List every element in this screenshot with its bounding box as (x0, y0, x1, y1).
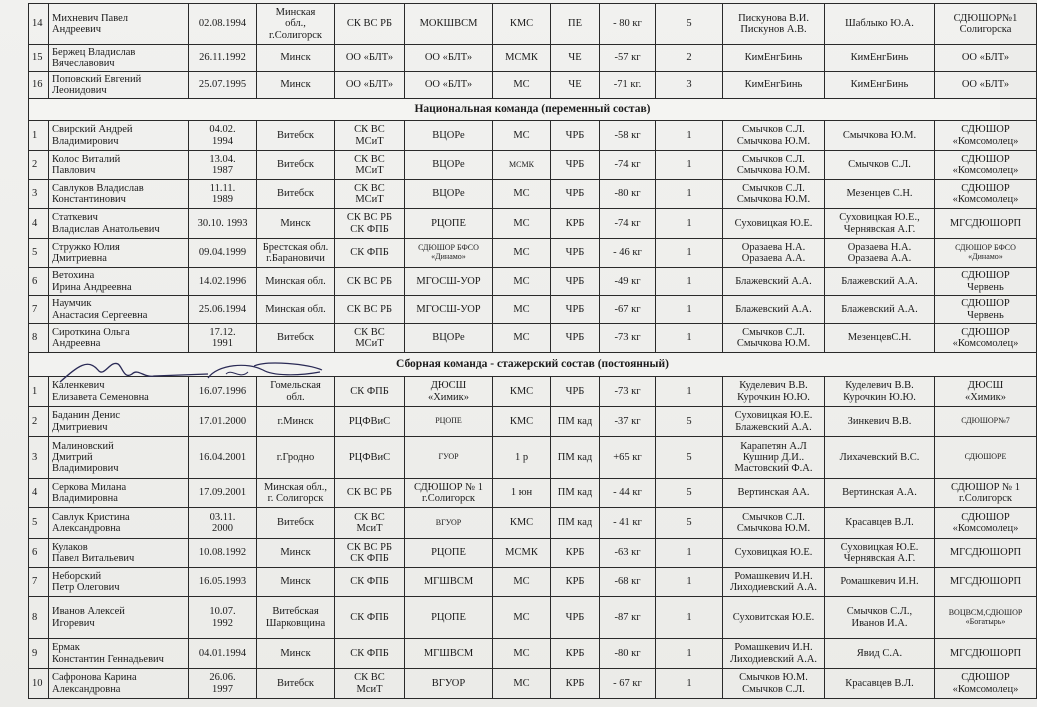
sport-rank-cell: МСМК (493, 539, 551, 568)
training-center-cell: РЦОПЕ (405, 539, 493, 568)
athlete-name-cell: Каленкевич Елизавета Семеновна (49, 377, 189, 407)
table-row (29, 239, 1037, 268)
place-cell: 1 (656, 539, 723, 568)
athlete-name-cell: Малиновский Дмитрий Владимирович (49, 437, 189, 479)
birth-date-cell: 26.11.1992 (189, 45, 257, 72)
row-number-cell: 1 (29, 121, 49, 151)
sports-club-cell: СК ФПБ (335, 568, 405, 597)
place-cell: 1 (656, 597, 723, 639)
place-cell: 1 (656, 151, 723, 180)
birth-date-cell: 02.08.1994 (189, 4, 257, 45)
competition-cell: ЧРБ (551, 324, 600, 353)
table-row (29, 209, 1037, 239)
region-cell: Витебск (257, 121, 335, 151)
personal-coach-cell: Красавцев В.Л. (825, 508, 935, 539)
training-center-cell: РЦОПЕ (405, 209, 493, 239)
sports-club-cell: СК ВС РБ (335, 479, 405, 508)
competition-cell: КРБ (551, 639, 600, 669)
table-row (29, 324, 1037, 353)
birth-date-cell: 14.02.1996 (189, 268, 257, 296)
competition-cell: КРБ (551, 568, 600, 597)
sport-rank-cell: МС (493, 180, 551, 209)
training-center-cell: ДЮСШ «Химик» (405, 377, 493, 407)
competition-cell: ЧЕ (551, 45, 600, 72)
region-cell: Витебск (257, 324, 335, 353)
competition-cell: ПМ кад (551, 479, 600, 508)
place-cell: 5 (656, 508, 723, 539)
table-row (29, 597, 1037, 639)
table-row (29, 268, 1037, 296)
region-cell: Витебск (257, 180, 335, 209)
training-center-cell: ВЦОРе (405, 324, 493, 353)
sport-school-cell: СДЮШОР Червень (935, 268, 1037, 296)
row-number-cell: 7 (29, 296, 49, 324)
weight-class-cell: - 80 кг (600, 4, 656, 45)
training-center-cell: МГОСШ-УОР (405, 296, 493, 324)
personal-coach-cell: Суховицкая Ю.Е., Чернявская А.Г. (825, 209, 935, 239)
coaches-cell: Суховицкая Ю.Е. Блажевский А.А. (723, 407, 825, 437)
table-row (29, 377, 1037, 407)
athlete-name-cell: Колос Виталий Павлович (49, 151, 189, 180)
birth-date-cell: 17.09.2001 (189, 479, 257, 508)
weight-class-cell: -74 кг (600, 209, 656, 239)
place-cell: 1 (656, 639, 723, 669)
personal-coach-cell: Смычкова Ю.М. (825, 121, 935, 151)
sport-school-cell: СДЮШОР Червень (935, 296, 1037, 324)
personal-coach-cell: Блажевский А.А. (825, 296, 935, 324)
place-cell: 5 (656, 479, 723, 508)
training-center-cell: ВГУОР (405, 508, 493, 539)
personal-coach-cell: КимЕнгБинь (825, 72, 935, 99)
place-cell: 1 (656, 268, 723, 296)
sport-school-cell: СДЮШОР «Комсомолец» (935, 151, 1037, 180)
row-number-cell: 8 (29, 324, 49, 353)
table-row (29, 639, 1037, 669)
birth-date-cell: 17.01.2000 (189, 407, 257, 437)
sport-rank-cell: МС (493, 121, 551, 151)
coaches-cell: КимЕнгБинь (723, 45, 825, 72)
place-cell: 1 (656, 239, 723, 268)
weight-class-cell: - 67 кг (600, 669, 656, 699)
athlete-roster-table (28, 3, 1037, 699)
coaches-cell: Вертинская АА. (723, 479, 825, 508)
personal-coach-cell: Куделевич В.В. Курочкин Ю.Ю. (825, 377, 935, 407)
competition-cell: ЧРБ (551, 151, 600, 180)
weight-class-cell: -73 кг (600, 324, 656, 353)
personal-coach-cell: Оразаева Н.А. Оразаева А.А. (825, 239, 935, 268)
sports-club-cell: СК ВС МСиТ (335, 151, 405, 180)
coaches-cell: Ромашкевич И.Н. Лиходиевский А.А. (723, 639, 825, 669)
row-number-cell: 6 (29, 268, 49, 296)
sport-school-cell: СДЮШОРЕ (935, 437, 1037, 479)
personal-coach-cell: КимЕнгБинь (825, 45, 935, 72)
sport-rank-cell: КМС (493, 508, 551, 539)
place-cell: 5 (656, 4, 723, 45)
training-center-cell: ВЦОРе (405, 121, 493, 151)
row-number-cell: 2 (29, 151, 49, 180)
sport-rank-cell: МСМК (493, 45, 551, 72)
personal-coach-cell: МезенцевС.Н. (825, 324, 935, 353)
personal-coach-cell: Мезенцев С.Н. (825, 180, 935, 209)
personal-coach-cell: Суховицкая Ю.Е. Чернявская А.Г. (825, 539, 935, 568)
region-cell: Витебская Шарковщина (257, 597, 335, 639)
personal-coach-cell: Лихачевский В.С. (825, 437, 935, 479)
section-header-row (29, 353, 1037, 377)
region-cell: Минская обл. (257, 268, 335, 296)
coaches-cell: Суховицкая Ю.Е. (723, 209, 825, 239)
table-row (29, 407, 1037, 437)
competition-cell: ЧЕ (551, 72, 600, 99)
sports-club-cell: СК ФПБ (335, 239, 405, 268)
coaches-cell: Смычков С.Л. Смычкова Ю.М. (723, 151, 825, 180)
birth-date-cell: 25.06.1994 (189, 296, 257, 324)
personal-coach-cell: Красавцев В.Л. (825, 669, 935, 699)
birth-date-cell: 11.11. 1989 (189, 180, 257, 209)
athlete-name-cell: Ветохина Ирина Андреевна (49, 268, 189, 296)
coaches-cell: Суховитская Ю.Е. (723, 597, 825, 639)
athlete-name-cell: Михневич Павел Андреевич (49, 4, 189, 45)
table-row (29, 437, 1037, 479)
coaches-cell: Смычков С.Л. Смычкова Ю.М. (723, 324, 825, 353)
sports-club-cell: СК ВС МСиТ (335, 121, 405, 151)
weight-class-cell: -74 кг (600, 151, 656, 180)
weight-class-cell: -71 кг. (600, 72, 656, 99)
sport-school-cell: ОО «БЛТ» (935, 72, 1037, 99)
sport-rank-cell: МС (493, 597, 551, 639)
birth-date-cell: 17.12. 1991 (189, 324, 257, 353)
athlete-name-cell: Поповский Евгений Леонидович (49, 72, 189, 99)
weight-class-cell: +65 кг (600, 437, 656, 479)
weight-class-cell: -57 кг (600, 45, 656, 72)
sport-school-cell: МГСДЮШОРП (935, 539, 1037, 568)
region-cell: Минск (257, 639, 335, 669)
region-cell: Гомельская обл. (257, 377, 335, 407)
region-cell: Минск (257, 72, 335, 99)
place-cell: 5 (656, 437, 723, 479)
weight-class-cell: - 46 кг (600, 239, 656, 268)
row-number-cell: 3 (29, 180, 49, 209)
competition-cell: ЧРБ (551, 121, 600, 151)
personal-coach-cell: Шаблыко Ю.А. (825, 4, 935, 45)
sport-school-cell: ВОЦВСМ,СДЮШОР «Богатырь» (935, 597, 1037, 639)
table-row (29, 45, 1037, 72)
row-number-cell: 10 (29, 669, 49, 699)
competition-cell: ЧРБ (551, 180, 600, 209)
sports-club-cell: ОО «БЛТ» (335, 72, 405, 99)
training-center-cell: РЦОПЕ (405, 407, 493, 437)
personal-coach-cell: Зинкевич В.В. (825, 407, 935, 437)
coaches-cell: Карапетян А.Л Кушнир Д.И.. Мастовский Ф.А. (723, 437, 825, 479)
sport-rank-cell: МС (493, 639, 551, 669)
sport-school-cell: СДЮШОР БФСО «Динамо» (935, 239, 1037, 268)
birth-date-cell: 16.07.1996 (189, 377, 257, 407)
sports-club-cell: СК ФПБ (335, 639, 405, 669)
sports-club-cell: СК ВС МСиТ (335, 180, 405, 209)
coaches-cell: Суховицкая Ю.Е. (723, 539, 825, 568)
place-cell: 1 (656, 121, 723, 151)
place-cell: 2 (656, 45, 723, 72)
competition-cell: КРБ (551, 209, 600, 239)
table-row (29, 568, 1037, 597)
table-row (29, 508, 1037, 539)
athlete-name-cell: Кулаков Павел Витальевич (49, 539, 189, 568)
table-row (29, 669, 1037, 699)
coaches-cell: Пискунова В.И. Пискунов А.В. (723, 4, 825, 45)
athlete-name-cell: Неборский Петр Олегович (49, 568, 189, 597)
sports-club-cell: СК ВС РБ СК ФПБ (335, 539, 405, 568)
training-center-cell: ОО «БЛТ» (405, 72, 493, 99)
sport-rank-cell: КМС (493, 407, 551, 437)
row-number-cell: 6 (29, 539, 49, 568)
birth-date-cell: 10.07. 1992 (189, 597, 257, 639)
coaches-cell: Смычков С.Л. Смычкова Ю.М. (723, 508, 825, 539)
row-number-cell: 15 (29, 45, 49, 72)
competition-cell: КРБ (551, 539, 600, 568)
personal-coach-cell: Ромашкевич И.Н. (825, 568, 935, 597)
region-cell: Брестская обл. г.Барановичи (257, 239, 335, 268)
competition-cell: ПМ кад (551, 407, 600, 437)
sports-club-cell: СК ВС РБ СК ФПБ (335, 209, 405, 239)
birth-date-cell: 30.10. 1993 (189, 209, 257, 239)
training-center-cell: МГШВСМ (405, 639, 493, 669)
sport-rank-cell: МС (493, 209, 551, 239)
region-cell: Минская обл. (257, 296, 335, 324)
region-cell: Минск (257, 539, 335, 568)
birth-date-cell: 09.04.1999 (189, 239, 257, 268)
sport-school-cell: СДЮШОР «Комсомолец» (935, 180, 1037, 209)
sport-rank-cell: КМС (493, 377, 551, 407)
place-cell: 1 (656, 377, 723, 407)
training-center-cell: ОО «БЛТ» (405, 45, 493, 72)
region-cell: Минск (257, 209, 335, 239)
region-cell: Витебск (257, 669, 335, 699)
region-cell: Витебск (257, 508, 335, 539)
sports-club-cell: ОО «БЛТ» (335, 45, 405, 72)
coaches-cell: Блажевский А.А. (723, 268, 825, 296)
sport-rank-cell: МС (493, 268, 551, 296)
athlete-name-cell: Серкова Милана Владимировна (49, 479, 189, 508)
sports-club-cell: СК ФПБ (335, 597, 405, 639)
training-center-cell: СДЮШОР БФСО «Динамо» (405, 239, 493, 268)
row-number-cell: 5 (29, 239, 49, 268)
weight-class-cell: -68 кг (600, 568, 656, 597)
place-cell: 5 (656, 407, 723, 437)
row-number-cell: 5 (29, 508, 49, 539)
training-center-cell: РЦОПЕ (405, 597, 493, 639)
sport-rank-cell: МС (493, 72, 551, 99)
athlete-name-cell: Савлук Кристина Александровна (49, 508, 189, 539)
coaches-cell: Куделевич В.В. Курочкин Ю.Ю. (723, 377, 825, 407)
coaches-cell: Ромашкевич И.Н. Лиходиевский А.А. (723, 568, 825, 597)
coaches-cell: Смычков Ю.М. Смычков С.Л. (723, 669, 825, 699)
region-cell: Минск (257, 45, 335, 72)
sport-school-cell: СДЮШОР № 1 г.Солигорск (935, 479, 1037, 508)
sport-rank-cell: МСМК (493, 151, 551, 180)
region-cell: Минск (257, 568, 335, 597)
sport-school-cell: МГСДЮШОРП (935, 639, 1037, 669)
place-cell: 1 (656, 296, 723, 324)
competition-cell: ЧРБ (551, 296, 600, 324)
training-center-cell: ВЦОРе (405, 151, 493, 180)
athlete-name-cell: Савлуков Владислав Константинович (49, 180, 189, 209)
sport-rank-cell: МС (493, 568, 551, 597)
training-center-cell: МОКШВСМ (405, 4, 493, 45)
competition-cell: ПМ кад (551, 437, 600, 479)
competition-cell: ЧРБ (551, 377, 600, 407)
birth-date-cell: 26.06. 1997 (189, 669, 257, 699)
sports-club-cell: СК ВС МсиТ (335, 669, 405, 699)
sports-club-cell: РЦФВиС (335, 437, 405, 479)
place-cell: 1 (656, 568, 723, 597)
sport-school-cell: СДЮШОР «Комсомолец» (935, 669, 1037, 699)
athlete-name-cell: Наумчик Анастасия Сергеевна (49, 296, 189, 324)
athlete-name-cell: Сироткина Ольга Андреевна (49, 324, 189, 353)
coaches-cell: Смычков С.Л. Смычкова Ю.М. (723, 121, 825, 151)
place-cell: 1 (656, 324, 723, 353)
sports-club-cell: СК ВС РБ (335, 4, 405, 45)
row-number-cell: 9 (29, 639, 49, 669)
weight-class-cell: -49 кг (600, 268, 656, 296)
athlete-name-cell: Иванов Алексей Игоревич (49, 597, 189, 639)
place-cell: 3 (656, 72, 723, 99)
birth-date-cell: 16.05.1993 (189, 568, 257, 597)
sport-rank-cell: МС (493, 296, 551, 324)
sport-rank-cell: МС (493, 669, 551, 699)
sports-club-cell: СК ФПБ (335, 377, 405, 407)
section-title: Сборная команда - стажерский состав (постоянный) (29, 353, 1037, 377)
personal-coach-cell: Явид С.А. (825, 639, 935, 669)
weight-class-cell: - 44 кг (600, 479, 656, 508)
athlete-name-cell: Стружко Юлия Дмитриевна (49, 239, 189, 268)
competition-cell: ПМ кад (551, 508, 600, 539)
training-center-cell: СДЮШОР № 1 г.Солигорск (405, 479, 493, 508)
row-number-cell: 8 (29, 597, 49, 639)
weight-class-cell: -80 кг (600, 180, 656, 209)
row-number-cell: 1 (29, 377, 49, 407)
athlete-name-cell: Свирский Андрей Владимирович (49, 121, 189, 151)
athlete-name-cell: Бержец Владислав Вячеславович (49, 45, 189, 72)
personal-coach-cell: Смычков С.Л., Иванов И.А. (825, 597, 935, 639)
coaches-cell: КимЕнгБинь (723, 72, 825, 99)
row-number-cell: 7 (29, 568, 49, 597)
competition-cell: ЧРБ (551, 597, 600, 639)
birth-date-cell: 16.04.2001 (189, 437, 257, 479)
weight-class-cell: -67 кг (600, 296, 656, 324)
sport-rank-cell: МС (493, 239, 551, 268)
coaches-cell: Блажевский А.А. (723, 296, 825, 324)
birth-date-cell: 04.01.1994 (189, 639, 257, 669)
training-center-cell: ВЦОРе (405, 180, 493, 209)
athlete-name-cell: Ермак Константин Геннадьевич (49, 639, 189, 669)
training-center-cell: ГУОР (405, 437, 493, 479)
weight-class-cell: -73 кг (600, 377, 656, 407)
region-cell: Минская обл., г. Солигорск (257, 479, 335, 508)
table-row (29, 296, 1037, 324)
weight-class-cell: -87 кг (600, 597, 656, 639)
birth-date-cell: 13.04. 1987 (189, 151, 257, 180)
birth-date-cell: 10.08.1992 (189, 539, 257, 568)
sport-school-cell: СДЮШОР№7 (935, 407, 1037, 437)
sports-club-cell: СК ВС РБ (335, 296, 405, 324)
birth-date-cell: 03.11. 2000 (189, 508, 257, 539)
personal-coach-cell: Блажевский А.А. (825, 268, 935, 296)
sport-school-cell: ДЮСШ «Химик» (935, 377, 1037, 407)
region-cell: г.Гродно (257, 437, 335, 479)
sport-rank-cell: КМС (493, 4, 551, 45)
birth-date-cell: 25.07.1995 (189, 72, 257, 99)
weight-class-cell: -63 кг (600, 539, 656, 568)
row-number-cell: 4 (29, 209, 49, 239)
place-cell: 1 (656, 669, 723, 699)
sport-rank-cell: 1 юн (493, 479, 551, 508)
table-row (29, 121, 1037, 151)
sports-club-cell: СК ВС МСиТ (335, 324, 405, 353)
weight-class-cell: -37 кг (600, 407, 656, 437)
athlete-name-cell: Статкевич Владислав Анатольевич (49, 209, 189, 239)
athlete-name-cell: Баданин Денис Дмитриевич (49, 407, 189, 437)
section-header-row (29, 99, 1037, 121)
table-row (29, 539, 1037, 568)
sport-school-cell: МГСДЮШОРП (935, 568, 1037, 597)
training-center-cell: МГШВСМ (405, 568, 493, 597)
row-number-cell: 16 (29, 72, 49, 99)
table-row (29, 72, 1037, 99)
sport-school-cell: СДЮШОР№1 Солигорска (935, 4, 1037, 45)
sport-rank-cell: 1 р (493, 437, 551, 479)
sport-school-cell: СДЮШОР «Комсомолец» (935, 121, 1037, 151)
sports-club-cell: СК ВС РБ (335, 268, 405, 296)
weight-class-cell: - 41 кг (600, 508, 656, 539)
section-title: Национальная команда (переменный состав) (29, 99, 1037, 121)
table-row (29, 180, 1037, 209)
table-row (29, 151, 1037, 180)
sports-club-cell: СК ВС МсиТ (335, 508, 405, 539)
weight-class-cell: -80 кг (600, 639, 656, 669)
row-number-cell: 3 (29, 437, 49, 479)
competition-cell: ЧРБ (551, 239, 600, 268)
coaches-cell: Оразаева Н.А. Оразаева А.А. (723, 239, 825, 268)
sport-school-cell: СДЮШОР «Комсомолец» (935, 508, 1037, 539)
athlete-name-cell: Сафронова Карина Александровна (49, 669, 189, 699)
row-number-cell: 2 (29, 407, 49, 437)
coaches-cell: Смычков С.Л. Смычкова Ю.М. (723, 180, 825, 209)
region-cell: г.Минск (257, 407, 335, 437)
personal-coach-cell: Смычков С.Л. (825, 151, 935, 180)
table-row (29, 4, 1037, 45)
sport-school-cell: СДЮШОР «Комсомолец» (935, 324, 1037, 353)
training-center-cell: ВГУОР (405, 669, 493, 699)
row-number-cell: 14 (29, 4, 49, 45)
place-cell: 1 (656, 180, 723, 209)
weight-class-cell: -58 кг (600, 121, 656, 151)
row-number-cell: 4 (29, 479, 49, 508)
competition-cell: ПЕ (551, 4, 600, 45)
region-cell: Витебск (257, 151, 335, 180)
sport-rank-cell: МС (493, 324, 551, 353)
region-cell: Минская обл., г.Солигорск (257, 4, 335, 45)
sport-school-cell: ОО «БЛТ» (935, 45, 1037, 72)
personal-coach-cell: Вертинская А.А. (825, 479, 935, 508)
sport-school-cell: МГСДЮШОРП (935, 209, 1037, 239)
birth-date-cell: 04.02. 1994 (189, 121, 257, 151)
table-row (29, 479, 1037, 508)
sports-club-cell: РЦФВиС (335, 407, 405, 437)
training-center-cell: МГОСШ-УОР (405, 268, 493, 296)
competition-cell: КРБ (551, 669, 600, 699)
place-cell: 1 (656, 209, 723, 239)
competition-cell: ЧРБ (551, 268, 600, 296)
